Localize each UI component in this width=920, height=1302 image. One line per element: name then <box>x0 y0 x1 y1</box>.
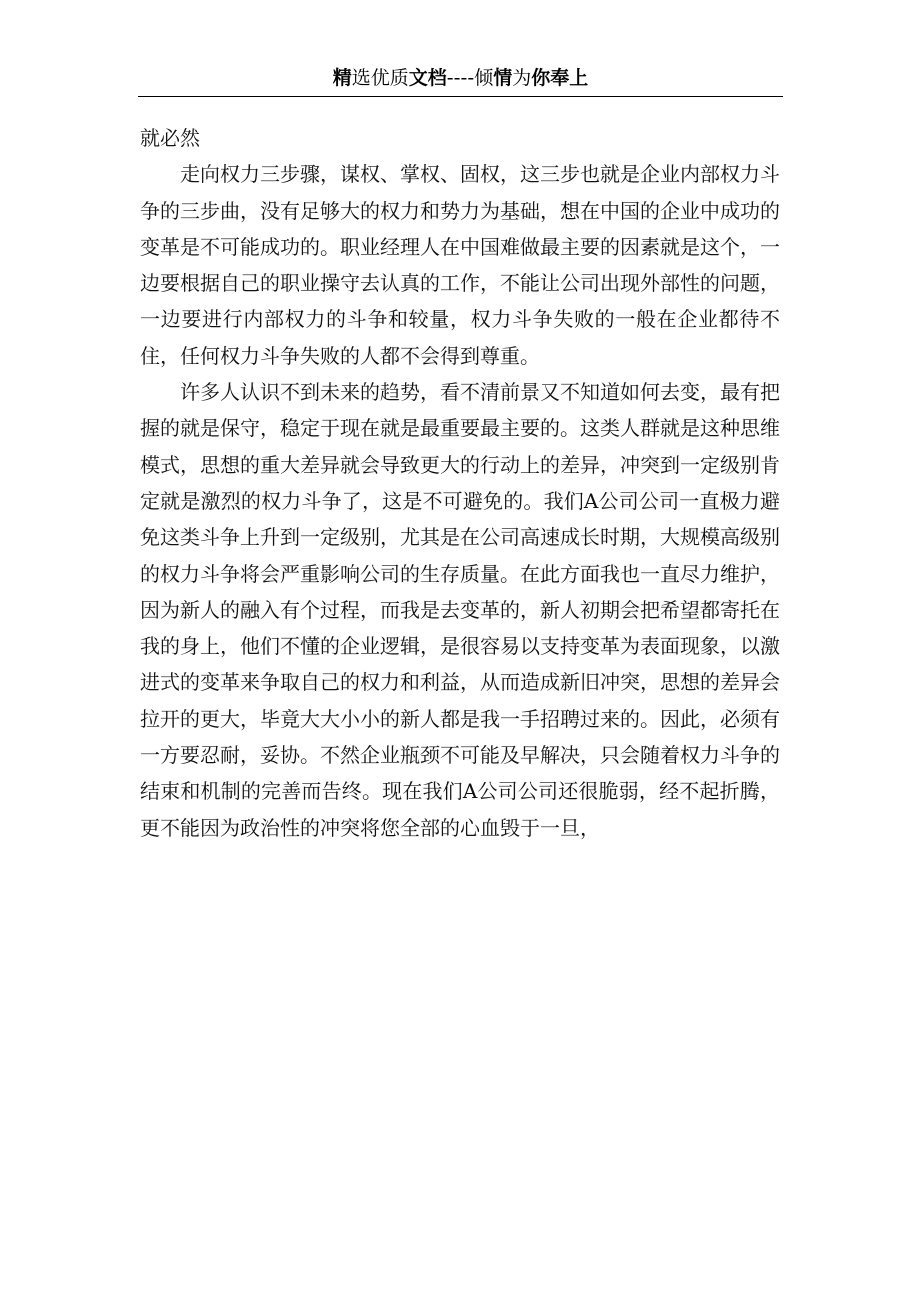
header-text-1: 精 <box>332 67 352 89</box>
paragraph-continuation: 就必然 <box>140 126 200 150</box>
header-text-7: 你奉上 <box>531 67 589 89</box>
header-text-3: 文档 <box>408 67 447 89</box>
header-text-2: 选优质 <box>351 67 409 89</box>
header-text-6: 为 <box>512 67 532 89</box>
header-text-4: ----倾 <box>446 67 494 89</box>
document-body <box>140 120 780 846</box>
header-divider <box>138 96 783 97</box>
header-text-5: 情 <box>493 67 513 89</box>
page-header <box>138 64 783 96</box>
paragraph: 走向权力三步骤，谋权、掌权、固权，这三步也就是企业内部权力斗争的三步曲，没有足够大的权力和势力为基础，想在中国的企业中成功的变革是不可能成功的。职业经理人在中国难做最主要的因素就是这个，一边要根据自己的职业操守去认真的工作，不能让公司出现外部性的问题，一边要进行内部权力的斗争和较量，权力斗争失败的一般在企业都待不住，任何权力斗争失败的人都不会得到尊重。 <box>140 162 780 368</box>
paragraph: 许多人认识不到未来的趋势，看不清前景又不知道如何去变，最有把握的就是保守，稳定于现在就是最重要最主要的。这类人群就是这种思维模式，思想的重大差异就会导致更大的行动上的差异，冲突到一定级别肯定就是激烈的权力斗争了，这是不可避免的。我们A公司公司一直极力避免这类斗争上升到一定级别，尤其是在公司高速成长时期，大规模高级别的权力斗争将会严重影响公司的生存质量。在此方面我也一直尽力维护，因为新人的融入有个过程，而我是去变革的，新人初期会把希望都寄托在我的身上，他们不懂的企业逻辑，是很容易以支持变革为表面现象，以激进式的变革来争取自己的权力和利益，从而造成新旧冲突，思想的差异会拉开的更大，毕竟大大小小的新人都是我一手招聘过来的。因此，必须有一方要忍耐，妥协。不然企业瓶颈不可能及早解决，只会随着权力斗争的结束和机制的完善而告终。现在我们A公司公司还很脆弱，经不起折腾，更不能因为政治性的冲突将您全部的心血毁于一旦， <box>140 380 780 840</box>
